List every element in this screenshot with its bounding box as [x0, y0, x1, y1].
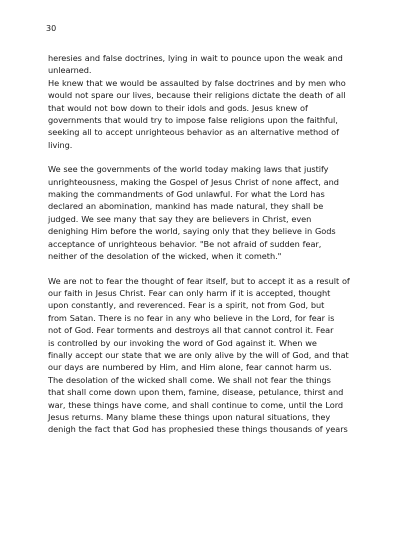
text-line: our faith in Jesus Christ. Fear can only harm if it is accepted, thought: [48, 287, 331, 298]
page-number: 30: [46, 24, 57, 33]
text-line: governments that would try to impose false religions upon the faithful,: [48, 115, 338, 126]
text-line: living.: [48, 139, 73, 150]
text-line: unrighteousness, making the Gospel of Jesus Christ of none affect, and: [48, 176, 339, 187]
text-line: acceptance of unrighteous behavior. "Be not afraid of sudden fear,: [48, 238, 322, 249]
text-line: making the commandments of God unlawful. For what the Lord has: [48, 189, 325, 200]
paragraph: [48, 77, 378, 151]
text-line: that would not bow down to their idols and gods. Jesus knew of: [48, 102, 308, 113]
text-line: unlearned.: [48, 65, 92, 76]
text-line: finally accept our state that we are only alive by the will of God, and that: [48, 349, 349, 360]
text-line: heresies and false doctrines, lying in wait to pounce upon the weak and: [48, 53, 343, 63]
text-line: neither of the desolation of the wicked, when it cometh.": [48, 251, 282, 262]
text-line: We see the governments of the world today making laws that justify: [48, 164, 329, 175]
text-line: would not spare our lives, because their religions dictate the death of all: [48, 90, 346, 101]
text-line: The desolation of the wicked shall come. We shall not fear the things: [48, 374, 331, 385]
text-line: our days are numbered by Him, and Him alone, fear cannot harm us.: [48, 362, 332, 373]
text-line: from Satan. There is no fear in any who believe in the Lord, for fear is: [48, 312, 335, 323]
text-line: He knew that we would be assaulted by false doctrines and by men who: [48, 77, 346, 88]
text-line: judged. We see many that say they are believers in Christ, even: [48, 213, 312, 224]
paragraph: [48, 52, 378, 77]
text-line: is controlled by our invoking the word of God against it. When we: [48, 337, 317, 348]
text-line: war, these things have come, and shall continue to come, until the Lord: [48, 399, 344, 410]
text-line: We are not to fear the thought of fear itself, but to accept it as a result of: [48, 275, 350, 286]
text-line: denighing Him before the world, saying only that they believe in Gods: [48, 226, 336, 237]
body-text: [48, 52, 378, 448]
paragraph: [48, 275, 378, 436]
text-line: Jesus returns. Many blame these things upon natural situations, they: [48, 411, 331, 422]
text-line: that shall come down upon them, famine, disease, petulance, thirst and: [48, 387, 344, 398]
paragraph: [48, 163, 378, 262]
text-line: not of God. Fear torments and destroys all that cannot control it. Fear: [48, 325, 334, 336]
text-line: declared an abomination, mankind has made natural, they shall be: [48, 201, 324, 212]
text-line: seeking all to accept unrighteous behavior as an alternative method of: [48, 127, 339, 138]
text-line: denigh the fact that God has prophesied these things thousands of years: [48, 424, 348, 435]
text-line: upon constantly, and reverenced. Fear is a spirit, not from God, but: [48, 300, 325, 311]
